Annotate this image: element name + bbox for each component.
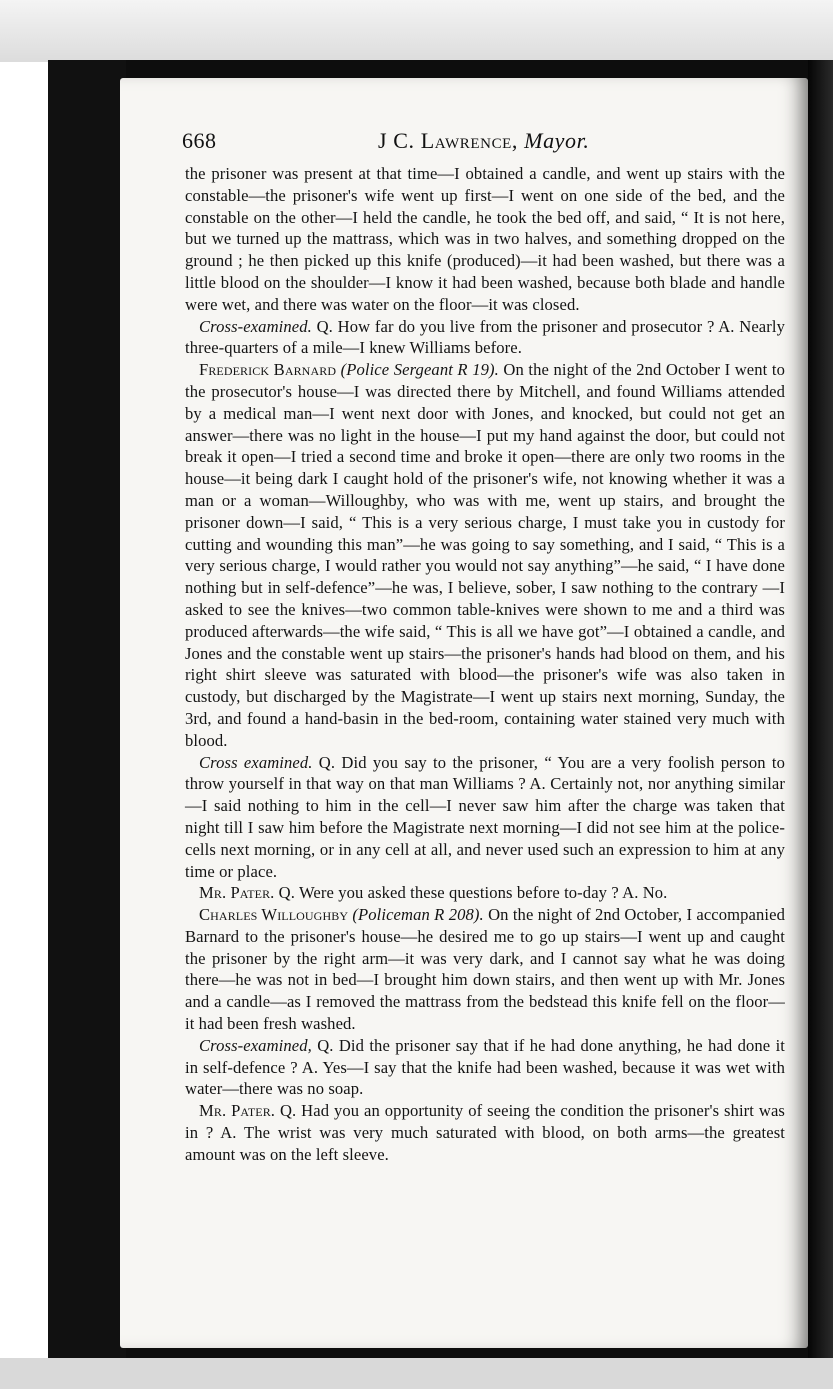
page-number: 668 [182, 128, 217, 153]
counsel-name: Mr. Pater. [199, 1101, 276, 1121]
paragraph-text: the prisoner was present at that time—I obtained a candle, and went up stairs with the constable—the prisoner's wife went up first—I went on one side of the bed, and the constable on the other—I held the candle, he took the bed off, and said, “ It is not here, but we turned up the mattrass, which was in two halves, and something dropped on the ground ; he then picked up this knife (produced)—it had been washed, but there was a little blood on the shoulder—I know it had been washed, because both blade and handle were wet, and there was water on the floor—it was closed. [185, 164, 785, 314]
book-spine-right [808, 60, 833, 1360]
running-title-name: J C. Lawrence, [378, 128, 519, 153]
paragraph-cross-examination [185, 316, 785, 360]
paragraph-text: Q. Were you asked these questions before to-day ? A. No. [274, 883, 668, 903]
witness-name: Frederick Barnard [199, 360, 337, 380]
paragraph-text: Q. Did the prisoner say that if he had done anything, he had done it in self-defence ? A. Yes—I say that the knife had been washed, because it was wet with water—there was no soap. [185, 1035, 785, 1099]
witness-role: (Policeman R 208). [352, 905, 484, 925]
witness-name: Charles Willoughby [199, 905, 349, 925]
paragraph-text: On the night of the 2nd October I went to the prosecutor's house—I was directed there by Mitchell, and found Williams attended by a medical man—I went next door with Jones, and knocked, but could not get an answer—there was no light in the house—I put my hand against the door, but could not break it open—I tried a second time and broke it open—there are only two rooms in the house—it being dark I caught hold of the prisoner's wife, not knowing whether it was a man or a woman—Willoughby, who was with me, went up stairs, and brought the prisoner down—I said, “ This is a very serious charge, I must take you in custody for cutting and wounding this man”—he was going to say something, and I said, “ This is a very serious charge, I would rather you would not say anything”—he said, “ I have done nothing but in self-defence”—he was, I believe, sober, I saw nothing to the contrary —I asked to see the knives—two common table-knives were shown to me and a third was produced afterwards—the wife said, “ This is all we have got”—I obtained a candle, and Jones and the constable went up stairs—the prisoner's hands had blood on them, and his right shirt sleeve was saturated with blood—the prisoner's wife was also taken in custody, but discharged by the Magistrate—I went up stairs next morning, Sunday, the 3rd, and found a hand-basin in the bed-room, containing water stained very much with blood. [185, 360, 786, 750]
book-binding-left [48, 60, 126, 1360]
scan-margin-top [0, 0, 833, 62]
running-title [378, 128, 589, 154]
paragraph-cross-examination [185, 752, 785, 883]
paragraph-witness-willoughby [185, 904, 785, 1035]
paragraph-text: Q. Did you say to the prisoner, “ You are a very foolish person to throw yourself in that way on that man Williams ? A. Certainly not, nor anything similar—I said nothing to him in the cell—I never saw him after the charge was taken that night till I saw him before the Magistrate next morning—I did not see him at the police-cells next morning, or in any cell at all, and never used such an expression to him at any time or place. [185, 752, 785, 881]
paragraph-witness-barnard [185, 359, 785, 751]
paragraph-text: Q. How far do you live from the prisoner and prosecutor ? A. Nearly three-quarters of a mile—I knew Williams before. [185, 316, 785, 358]
paragraph-text: On the night of 2nd October, I accompanied Barnard to the prisoner's house—he desired me to go up stairs—I went up and caught the prisoner by the right arm—it was very dark, and I cannot say what he was doing there—he was not in bed—I brought him down stairs, and then went up with Mr. Jones and a candle—as I removed the mattrass from the bedstead this knife fell on the floor—it had been fresh washed. [185, 905, 785, 1034]
trial-transcript [185, 163, 785, 1166]
counsel-name: Mr. Pater. [199, 883, 275, 903]
paragraph-cross-examination [185, 1035, 785, 1100]
paragraph-lead: Cross-examined, [199, 1035, 312, 1055]
running-title-office: Mayor. [524, 128, 590, 153]
scan-margin-bottom [0, 1358, 833, 1389]
paragraph-counsel-question [185, 1100, 785, 1165]
paragraph-continuation [185, 163, 785, 316]
paragraph-text: Q. Had you an opportunity of seeing the condition the prisoner's shirt was in ? A. The wrist was very much saturated with blood, on both arms—the greatest amount was on the left sleeve. [185, 1101, 785, 1164]
witness-role: (Police Sergeant R 19). [340, 360, 499, 380]
page-header [182, 124, 782, 154]
paragraph-lead: Cross-examined. [199, 316, 312, 336]
paragraph-counsel-question [185, 882, 785, 904]
paragraph-lead: Cross examined. [199, 752, 313, 772]
